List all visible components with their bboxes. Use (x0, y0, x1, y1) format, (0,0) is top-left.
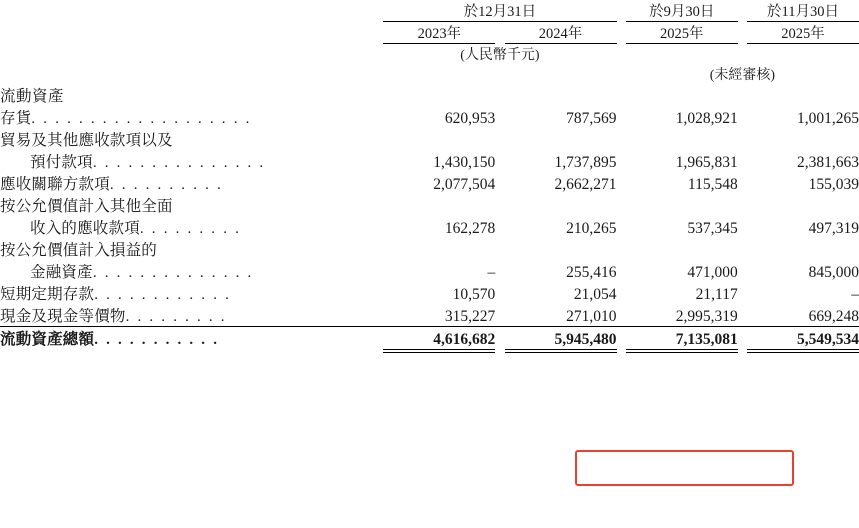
cell-gap (617, 260, 626, 282)
row-value: 210,265 (566, 220, 617, 237)
row-label (0, 282, 383, 304)
cell-gap (495, 304, 504, 327)
dbl-gap-1 (495, 349, 504, 353)
row-value: 10,570 (452, 286, 496, 303)
dbl-gap-2 (617, 349, 626, 353)
cell-gap (738, 172, 747, 194)
st-3 (505, 84, 617, 106)
row-leader-dots: . . . . . . . . . . . . . . (92, 265, 254, 281)
cell-gap (495, 150, 504, 172)
row-label-text: 應收關聯方款項 (0, 176, 110, 193)
table-row (0, 172, 859, 194)
audit-note: (未經審核) (709, 68, 776, 83)
dbl-spacer (0, 349, 383, 353)
audit-empty-2 (505, 64, 617, 84)
row-label-text: 貿易及其他應收款項以及 (0, 132, 173, 149)
row-value: 537,345 (687, 220, 738, 237)
st-6 (738, 84, 747, 106)
row-value: 271,010 (566, 308, 617, 325)
st-5 (626, 84, 738, 106)
cell-gap (617, 106, 626, 128)
row-label-text: 短期定期存款 (0, 286, 95, 303)
row-value (747, 194, 859, 216)
cell-gap (617, 327, 626, 350)
cell-gap (617, 172, 626, 194)
row-value (626, 194, 738, 216)
row-value: 162,278 (444, 220, 496, 237)
unit-gap-2 (738, 44, 747, 64)
dbl-rule-2024 (505, 349, 617, 353)
header-spacer (0, 0, 383, 21)
row-label-text: 金融資產 (30, 264, 93, 281)
cell-gap (738, 260, 747, 282)
table-row (0, 150, 859, 172)
cell-gap (495, 327, 504, 350)
cell-gap (495, 172, 504, 194)
cell-gap (495, 260, 504, 282)
row-label (0, 150, 383, 172)
row-value: 255,416 (566, 264, 617, 281)
cell-gap (617, 194, 626, 216)
st-7 (747, 84, 859, 106)
row-value: 1,737,895 (554, 154, 617, 171)
row-value (747, 238, 859, 260)
cell-gap (738, 238, 747, 260)
year-gap-2 (617, 22, 626, 43)
cell-gap (617, 238, 626, 260)
row-value (626, 238, 738, 260)
row-value-highlighted: 669,248 (808, 308, 859, 325)
unit-gap (617, 44, 626, 64)
unit-empty-1 (626, 44, 738, 64)
year-gap-1 (495, 22, 504, 43)
row-label (0, 194, 383, 216)
row-leader-dots: . . . . . . . . . . (109, 177, 223, 193)
row-value: 2,662,271 (554, 176, 617, 193)
cell-gap (738, 282, 747, 304)
dbl-gap-3 (738, 349, 747, 353)
row-label-text: 收入的應收款項 (30, 220, 140, 237)
row-value (383, 128, 495, 150)
unit-empty-2 (747, 44, 859, 64)
audit-spacer (0, 64, 383, 84)
total-row (0, 327, 859, 350)
st-2 (495, 84, 504, 106)
total-value: 5,945,480 (505, 327, 617, 350)
row-value: 620,953 (444, 110, 496, 127)
row-label (0, 260, 383, 282)
row-value: 21,054 (573, 286, 617, 303)
row-value (505, 238, 617, 260)
header-gap-2 (738, 0, 747, 21)
row-value: 21,117 (695, 286, 738, 303)
st-1 (383, 84, 495, 106)
row-value: 1,028,921 (675, 110, 738, 127)
header-group-row (0, 0, 859, 21)
total-value: 7,135,081 (626, 327, 738, 350)
cell-gap (495, 216, 504, 238)
cell-gap (738, 106, 747, 128)
table-row (0, 260, 859, 282)
cell-gap (738, 128, 747, 150)
row-label-text: 預付款項 (30, 154, 93, 171)
year-gap-3 (738, 22, 747, 43)
header-year-2025-nov: 2025年 (781, 26, 825, 42)
row-value: 471,000 (687, 264, 738, 281)
header-year-row (0, 22, 859, 43)
cell-gap (617, 304, 626, 327)
audit-note-row (0, 64, 859, 84)
table-row (0, 194, 859, 216)
total-value: 5,549,534 (747, 327, 859, 350)
row-leader-dots: . . . . . . . . . . . . . . . . . . . (31, 111, 252, 127)
row-value: 2,381,663 (797, 154, 859, 171)
header-group-nov30: 於11月30日 (767, 4, 839, 20)
row-label (0, 106, 383, 128)
cell-gap (617, 282, 626, 304)
dbl-rule-2023 (383, 349, 495, 353)
table-row (0, 128, 859, 150)
table-row-cash (0, 304, 859, 327)
unit-spacer (0, 44, 383, 64)
row-label-text: 存貨 (0, 110, 32, 127)
cell-gap (495, 238, 504, 260)
cell-gap (495, 106, 504, 128)
cell-gap (738, 327, 747, 350)
total-label-text: 流動資產總額 (0, 331, 95, 348)
row-value: 845,000 (808, 264, 859, 281)
table-row (0, 216, 859, 238)
row-label-text: 按公允價值計入損益的 (0, 242, 158, 259)
row-label (0, 172, 383, 194)
header-gap (617, 0, 626, 21)
row-leader-dots: . . . . . . . . . . . . (94, 287, 232, 303)
row-value (747, 128, 859, 150)
st-4 (617, 84, 626, 106)
row-value: 497,319 (808, 220, 859, 237)
audit-empty-1 (383, 64, 495, 84)
row-value: 115,548 (687, 176, 738, 193)
row-label-text: 按公允價值計入其他全面 (0, 198, 173, 215)
header-year-2023: 2023年 (417, 26, 462, 42)
cell-gap (738, 216, 747, 238)
table-row (0, 282, 859, 304)
row-label (0, 128, 383, 150)
row-label (0, 238, 383, 260)
audit-gap-1 (495, 64, 504, 84)
cell-gap (617, 216, 626, 238)
cell-gap (738, 194, 747, 216)
row-value: 315,227 (444, 308, 496, 325)
row-value: – (851, 286, 859, 303)
cell-gap (738, 304, 747, 327)
table-row (0, 238, 859, 260)
cell-gap (495, 128, 504, 150)
row-value (626, 128, 738, 150)
row-value (505, 128, 617, 150)
unit-note: (人民幣千元) (460, 48, 540, 63)
cell-gap (495, 282, 504, 304)
section-title: 流動資產 (0, 88, 65, 105)
header-year-2024: 2024年 (538, 26, 583, 42)
row-label (0, 304, 383, 327)
row-value: 2,077,504 (433, 176, 496, 193)
audit-gap-2 (617, 64, 626, 84)
section-title-row (0, 84, 859, 106)
row-value: 1,965,831 (675, 154, 738, 171)
unit-note-row (0, 44, 859, 64)
row-value-highlighted: 2,995,319 (675, 308, 738, 325)
cash-highlight-box (575, 450, 794, 486)
total-value: 4,616,682 (383, 327, 495, 350)
total-label (0, 327, 383, 350)
dbl-rule-2025-nov (747, 349, 859, 353)
header-year-2025-sep: 2025年 (660, 26, 704, 42)
dbl-rule-2025-sep (626, 349, 738, 353)
cell-gap (738, 150, 747, 172)
total-double-rule-row (0, 349, 859, 353)
cell-gap (495, 194, 504, 216)
table-row (0, 106, 859, 128)
row-value: 1,001,265 (797, 110, 859, 127)
header-group-sep30: 於9月30日 (649, 4, 715, 20)
row-value: 787,569 (566, 110, 617, 127)
row-value: 1,430,150 (433, 154, 496, 171)
total-leader-dots: . . . . . . . . . . . (94, 332, 220, 348)
row-value: – (487, 264, 496, 281)
row-value: 155,039 (808, 176, 859, 193)
row-label (0, 216, 383, 238)
row-leader-dots: . . . . . . . . . (139, 221, 242, 237)
year-spacer (0, 22, 383, 43)
row-value (383, 238, 495, 260)
row-value (383, 194, 495, 216)
row-label-text: 現金及現金等價物 (0, 308, 126, 325)
cell-gap (617, 128, 626, 150)
row-value (505, 194, 617, 216)
row-leader-dots: . . . . . . . . . (125, 309, 227, 325)
header-group-dec31: 於12月31日 (463, 4, 537, 20)
cell-gap (617, 150, 626, 172)
row-leader-dots: . . . . . . . . . . . . . . . (92, 155, 266, 171)
